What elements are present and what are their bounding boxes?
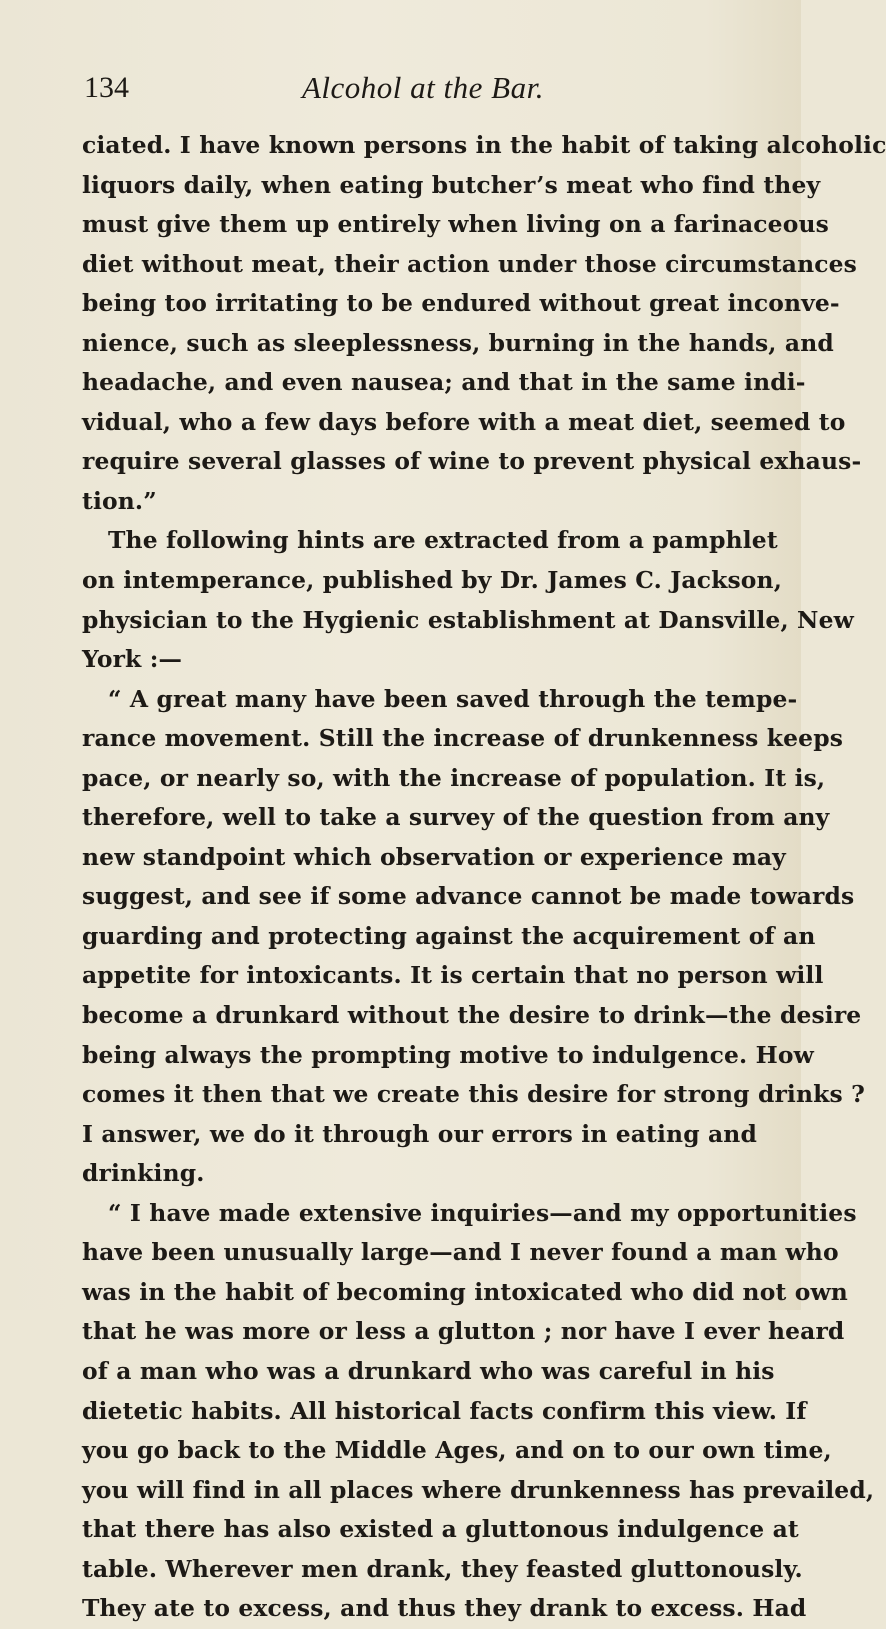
text-line: guarding and protecting against the acquirement of an (82, 921, 816, 950)
text-line: nience, such as sleeplessness, burning in the hands, and (82, 328, 834, 357)
text-line: appetite for intoxicants. It is certain that no person will (82, 961, 824, 990)
text-line: must give them up entirely when living on a farinaceous (82, 210, 829, 239)
text-line: table. Wherever men drank, they feasted gluttonously. (82, 1554, 803, 1583)
running-title: Alcohol at the Bar. (302, 70, 544, 105)
text-line: therefore, well to take a survey of the question from any (82, 803, 830, 832)
text-line: “ I have made extensive inquiries—and my opportunities (108, 1198, 857, 1227)
text-line: The following hints are extracted from a pamphlet (108, 526, 778, 555)
text-line: pace, or nearly so, with the increase of population. It is, (82, 763, 826, 792)
text-line: York :— (82, 645, 183, 674)
text-line: suggest, and see if some advance cannot be made towards (82, 882, 855, 911)
text-line: I answer, we do it through our errors in eating and (82, 1119, 757, 1148)
text-line: rance movement. Still the increase of drunkenness keeps (82, 724, 844, 753)
text-line: comes it then that we create this desire for strong drinks ? (82, 1080, 865, 1109)
text-line: you go back to the Middle Ages, and on to our own time, (82, 1436, 832, 1465)
text-line: that there has also existed a gluttonous indulgence at (82, 1515, 799, 1544)
text-line: They ate to excess, and thus they drank to excess. Had (82, 1594, 807, 1623)
text-line: ciated. I have known persons in the habit of taking alcoholic (82, 131, 886, 159)
text-line: drinking. (82, 1159, 205, 1188)
text-line: new standpoint which observation or experience may (82, 842, 786, 871)
text-line: you will find in all places where drunkenness has prevailed, (82, 1475, 875, 1504)
text-line: that he was more or less a glutton ; nor have I ever heard (82, 1317, 845, 1346)
text-line: dietetic habits. All historical facts confirm this view. If (82, 1396, 807, 1425)
text-line: vidual, who a few days before with a meat diet, seemed to (82, 407, 846, 436)
text-line: on intemperance, published by Dr. James C. Jackson, (82, 566, 782, 595)
page-header (84, 70, 744, 110)
text-line: tion.” (82, 486, 157, 515)
text-line: have been unusually large—and I never found a man who (82, 1238, 839, 1267)
text-line: liquors daily, when eating butcher’s meat who find they (82, 170, 821, 199)
text-line: was in the habit of becoming intoxicated who did not own (82, 1277, 848, 1306)
page-number: 134 (84, 71, 129, 104)
text-line: diet without meat, their action under those circumstances (82, 249, 857, 278)
text-line: require several glasses of wine to prevent physical exhaus- (82, 447, 862, 476)
text-line: headache, and even nausea; and that in the same indi- (82, 368, 806, 397)
text-line: become a drunkard without the desire to drink—the desire (82, 1001, 862, 1030)
body-text (82, 126, 886, 1629)
text-line: “ A great many have been saved through the tempe- (108, 684, 798, 713)
text-line: physician to the Hygienic establishment at Dansville, New (82, 605, 854, 634)
text-line: being too irritating to be endured without great inconve- (82, 289, 840, 318)
text-line: being always the prompting motive to indulgence. How (82, 1040, 814, 1069)
text-line: of a man who was a drunkard who was careful in his (82, 1356, 775, 1385)
